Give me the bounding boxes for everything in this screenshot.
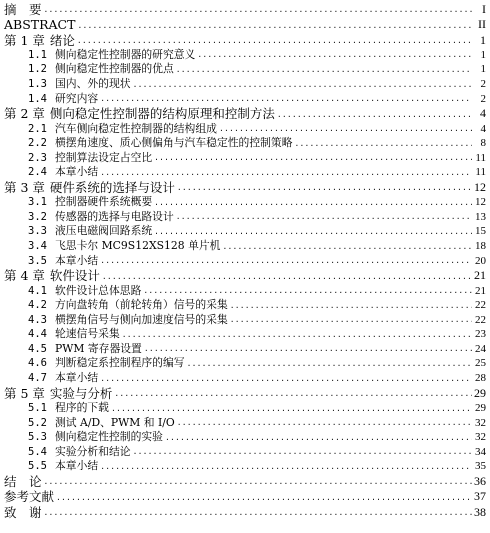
toc-section-entry[interactable] xyxy=(0,459,490,474)
dot-leader xyxy=(177,183,472,195)
dot-leader xyxy=(100,94,472,106)
toc-entry-number: 第 2 章 xyxy=(4,106,45,122)
toc-section-entry[interactable] xyxy=(0,136,490,151)
toc-entry-page-number: 4 xyxy=(480,122,486,135)
toc-entry-number: 3.3 xyxy=(28,225,47,238)
toc-entry-number: 3.2 xyxy=(28,210,47,223)
toc-section-entry[interactable] xyxy=(0,298,490,313)
toc-entry-title: 横摆角信号与侧向加速度信号的采集 xyxy=(55,312,228,326)
table-of-contents xyxy=(0,2,490,520)
dot-leader xyxy=(219,124,472,136)
dot-leader xyxy=(56,493,472,505)
dot-leader xyxy=(144,344,472,356)
toc-entry-number: 1.2 xyxy=(28,63,47,76)
toc-entry-page-number: 18 xyxy=(475,240,486,253)
toc-entry-page-number: 11 xyxy=(475,166,486,179)
toc-entry-title: PWM 寄存器设置 xyxy=(55,341,142,355)
toc-entry-page-number: 28 xyxy=(475,372,486,385)
toc-entry-title: 摘 要 xyxy=(4,2,42,17)
toc-section-entry[interactable] xyxy=(0,284,490,299)
dot-leader xyxy=(44,477,472,489)
toc-entry-title: 方向盘转角（前轮转角）信号的采集 xyxy=(55,298,228,312)
dot-leader xyxy=(154,227,472,239)
toc-entry-page-number: 29 xyxy=(474,385,486,400)
dot-leader xyxy=(176,212,472,224)
toc-entry-title: 本章小结 xyxy=(55,165,99,179)
dot-leader xyxy=(154,198,472,210)
toc-entry-title: 侧向稳定性控制器的优点 xyxy=(55,62,174,76)
toc-chapter-entry[interactable] xyxy=(0,505,490,520)
toc-entry-title: 侧向稳定性控制的实验 xyxy=(55,430,163,444)
dot-leader xyxy=(77,36,472,48)
dot-leader xyxy=(133,80,472,92)
toc-entry-page-number: 36 xyxy=(474,473,486,488)
toc-entry-number: 2.1 xyxy=(28,122,47,135)
toc-chapter-entry[interactable] xyxy=(0,106,490,121)
toc-entry-number: 5.4 xyxy=(28,445,47,458)
toc-section-entry[interactable] xyxy=(0,77,490,92)
toc-entry-title: 汽车侧向稳定性控制器的结构组成 xyxy=(55,121,217,135)
dot-leader xyxy=(143,286,472,298)
toc-entry-page-number: 12 xyxy=(475,196,486,209)
toc-entry-number: 5.1 xyxy=(28,401,47,414)
toc-entry-title: 软件设计 xyxy=(49,268,100,284)
toc-entry-number: 第 1 章 xyxy=(4,32,45,48)
dot-leader xyxy=(187,359,472,371)
dot-leader xyxy=(100,462,472,474)
toc-entry-page-number: 21 xyxy=(475,284,486,297)
toc-entry-page-number: 13 xyxy=(475,210,486,223)
toc-entry-title: 本章小结 xyxy=(55,253,99,267)
dot-leader xyxy=(100,168,472,180)
toc-entry-number: 第 4 章 xyxy=(4,268,45,284)
toc-section-entry[interactable] xyxy=(0,430,490,445)
toc-entry-page-number: 2 xyxy=(480,78,486,91)
toc-entry-number: 3.5 xyxy=(28,254,47,267)
toc-section-entry[interactable] xyxy=(0,62,490,77)
toc-entry-page-number: 21 xyxy=(474,268,486,283)
dot-leader xyxy=(44,5,472,17)
toc-section-entry[interactable] xyxy=(0,401,490,416)
toc-entry-title: 参考文献 xyxy=(4,489,55,505)
toc-entry-number: 4.4 xyxy=(28,328,47,341)
toc-entry-title: ABSTRACT xyxy=(4,17,76,33)
toc-entry-number: 4.3 xyxy=(28,313,47,326)
toc-entry-title: 传感器的选择与电路设计 xyxy=(55,209,174,223)
toc-section-entry[interactable] xyxy=(0,210,490,225)
toc-entry-number: 2.2 xyxy=(28,137,47,150)
toc-entry-title: 致 谢 xyxy=(4,504,42,520)
toc-entry-number: 3.1 xyxy=(28,196,47,209)
toc-entry-page-number: 4 xyxy=(480,106,486,121)
toc-section-entry[interactable] xyxy=(0,239,490,254)
toc-entry-page-number: 32 xyxy=(475,431,486,444)
toc-entry-page-number: 35 xyxy=(475,460,486,473)
toc-section-entry[interactable] xyxy=(0,48,490,63)
toc-entry-title: 轮速信号采集 xyxy=(55,327,120,341)
toc-chapter-entry[interactable] xyxy=(0,489,490,504)
toc-section-entry[interactable] xyxy=(0,254,490,269)
dot-leader xyxy=(102,272,472,284)
toc-entry-title: 实验与分析 xyxy=(49,385,113,401)
toc-entry-page-number: II xyxy=(478,17,486,32)
toc-entry-number: 1.4 xyxy=(28,92,47,105)
toc-entry-title: 绪论 xyxy=(49,32,75,48)
dot-leader xyxy=(277,110,472,122)
toc-section-entry[interactable] xyxy=(0,313,490,328)
toc-entry-title: 液压电磁阀回路系统 xyxy=(55,224,153,238)
toc-entry-title: 横摆角速度、质心侧偏角与汽车稳定性的控制策略 xyxy=(55,136,293,150)
toc-section-entry[interactable] xyxy=(0,356,490,371)
dot-leader xyxy=(154,153,472,165)
toc-entry-number: 4.7 xyxy=(28,372,47,385)
toc-section-entry[interactable] xyxy=(0,327,490,342)
dot-leader xyxy=(165,433,472,445)
toc-section-entry[interactable] xyxy=(0,445,490,460)
dot-leader xyxy=(77,21,472,33)
toc-entry-page-number: 22 xyxy=(475,313,486,326)
toc-entry-title: 研究内容 xyxy=(55,91,99,105)
toc-entry-title: 国内、外的现状 xyxy=(55,77,131,91)
dot-leader xyxy=(111,404,472,416)
dot-leader xyxy=(230,315,472,327)
toc-entry-page-number: 2 xyxy=(480,92,486,105)
toc-section-entry[interactable] xyxy=(0,224,490,239)
toc-chapter-entry[interactable] xyxy=(0,2,490,17)
toc-entry-page-number: 25 xyxy=(475,357,486,370)
dot-leader xyxy=(100,256,472,268)
toc-entry-page-number: 11 xyxy=(475,151,486,164)
toc-entry-number: 2.4 xyxy=(28,166,47,179)
toc-entry-page-number: 1 xyxy=(480,32,486,47)
toc-section-entry[interactable] xyxy=(0,165,490,180)
toc-section-entry[interactable] xyxy=(0,416,490,431)
toc-entry-page-number: I xyxy=(482,2,486,16)
toc-section-entry[interactable] xyxy=(0,342,490,357)
toc-entry-number: 5.5 xyxy=(28,460,47,473)
dot-leader xyxy=(133,447,472,459)
toc-entry-title: 程序的下载 xyxy=(55,400,109,414)
toc-entry-page-number: 1 xyxy=(480,63,486,76)
toc-section-entry[interactable] xyxy=(0,151,490,166)
dot-leader xyxy=(230,301,472,313)
dot-leader xyxy=(114,389,472,401)
toc-entry-number: 3.4 xyxy=(28,240,47,253)
toc-entry-number: 4.5 xyxy=(28,342,47,355)
dot-leader xyxy=(44,508,472,520)
toc-chapter-entry[interactable] xyxy=(0,17,490,32)
toc-entry-number: 5.3 xyxy=(28,431,47,444)
toc-entry-title: 本章小结 xyxy=(55,371,99,385)
toc-section-entry[interactable] xyxy=(0,371,490,386)
toc-entry-page-number: 24 xyxy=(475,342,486,355)
toc-entry-page-number: 8 xyxy=(480,137,486,150)
toc-entry-page-number: 32 xyxy=(475,416,486,429)
toc-entry-title: 测试 A/D、PWM 和 I/O xyxy=(55,415,175,429)
toc-chapter-entry[interactable] xyxy=(0,386,490,401)
toc-entry-title: 实验分析和结论 xyxy=(55,444,131,458)
toc-entry-title: 控制算法设定占空比 xyxy=(55,150,153,164)
toc-entry-title: 飞思卡尔 MC9S12XS128 单片机 xyxy=(55,239,221,253)
dot-leader xyxy=(295,139,472,151)
toc-entry-page-number: 29 xyxy=(475,401,486,414)
toc-entry-page-number: 22 xyxy=(475,299,486,312)
toc-entry-number: 4.1 xyxy=(28,284,47,297)
toc-entry-title: 本章小结 xyxy=(55,459,99,473)
dot-leader xyxy=(122,330,472,342)
toc-entry-page-number: 15 xyxy=(475,225,486,238)
dot-leader xyxy=(222,242,472,254)
toc-entry-title: 软件设计总体思路 xyxy=(55,283,142,297)
toc-entry-number: 2.3 xyxy=(28,151,47,164)
toc-entry-number: 1.1 xyxy=(28,48,47,61)
dot-leader xyxy=(197,50,472,62)
toc-entry-title: 侧向稳定性控制器的结构原理和控制方法 xyxy=(49,106,275,122)
toc-entry-number: 4.6 xyxy=(28,357,47,370)
dot-leader xyxy=(100,374,472,386)
toc-entry-number: 4.2 xyxy=(28,299,47,312)
toc-chapter-entry[interactable] xyxy=(0,474,490,489)
dot-leader xyxy=(176,65,472,77)
toc-entry-number: 第 3 章 xyxy=(4,179,45,195)
toc-entry-page-number: 34 xyxy=(475,445,486,458)
toc-section-entry[interactable] xyxy=(0,195,490,210)
toc-entry-page-number: 1 xyxy=(480,48,486,61)
toc-chapter-entry[interactable] xyxy=(0,180,490,195)
toc-entry-title: 硬件系统的选择与设计 xyxy=(49,179,175,195)
toc-entry-page-number: 20 xyxy=(475,254,486,267)
toc-entry-title: 判断稳定系控制程序的编写 xyxy=(55,356,185,370)
toc-chapter-entry[interactable] xyxy=(0,33,490,48)
toc-section-entry[interactable] xyxy=(0,122,490,137)
toc-entry-title: 结 论 xyxy=(4,473,42,489)
toc-entry-number: 1.3 xyxy=(28,78,47,91)
toc-entry-page-number: 37 xyxy=(474,489,486,504)
dot-leader xyxy=(177,418,472,430)
toc-entry-number: 第 5 章 xyxy=(4,385,45,401)
toc-entry-title: 侧向稳定性控制器的研究意义 xyxy=(55,47,196,61)
toc-entry-page-number: 38 xyxy=(474,504,486,519)
toc-entry-page-number: 12 xyxy=(474,179,486,194)
toc-entry-title: 控制器硬件系统概要 xyxy=(55,195,153,209)
toc-entry-number: 5.2 xyxy=(28,416,47,429)
toc-section-entry[interactable] xyxy=(0,92,490,107)
toc-entry-page-number: 23 xyxy=(475,328,486,341)
toc-chapter-entry[interactable] xyxy=(0,268,490,283)
